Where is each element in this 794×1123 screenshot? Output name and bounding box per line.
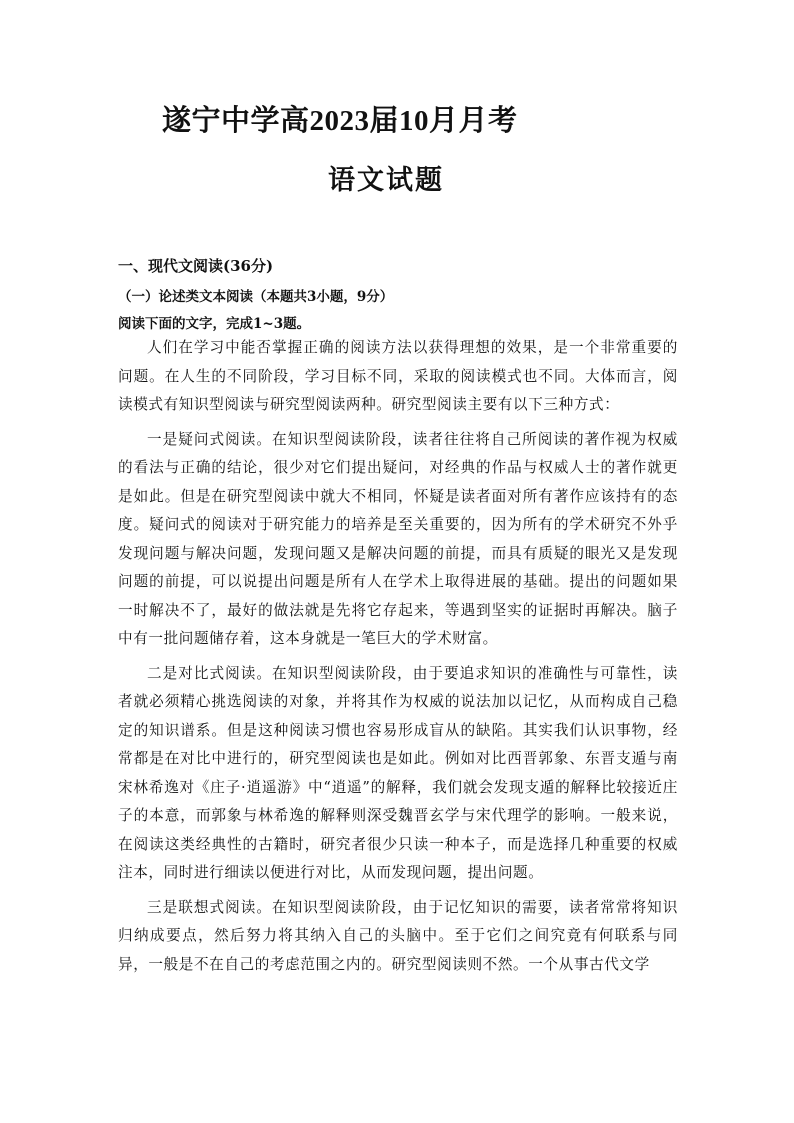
section-heading: 一、现代文阅读(36分): [118, 257, 274, 275]
paragraph-associative-reading: 三是联想式阅读。在知识型阅读阶段，由于记忆知识的需要，读者常常将知识归纳成要点，然后努力将其纳入自己的头脑中。至于它们之间究竟有何联系与同异，一般是不在自己的考虑范围之内的。研究型阅读则不然。一个从事古代文学: [118, 898, 678, 973]
sub-heading: （一）论述类文本阅读（本题共3小题，9分）: [118, 289, 394, 305]
reading-instruction: 阅读下面的文字，完成1~3题。: [118, 316, 311, 332]
exam-title: 遂宁中学高2023届10月月考: [162, 105, 518, 137]
paragraph-comparative-reading: 二是对比式阅读。在知识型阅读阶段，由于要追求知识的准确性与可靠性，读者就必须精心挑选阅读的对象，并将其作为权威的说法加以记忆，从而构成自己稳定的知识谱系。但是这种阅读习惯也容易形成盲从的缺陷。其实我们认识事物，经常都是在对比中进行的，研究型阅读也是如此。例如对比西晋郭象、东晋支遁与南宋林希逸对《庄子·逍遥游》中“逍遥”的解释，我们就会发现支遁的解释比较接近庄子的本意，而郭象与林希逸的解释则深受魏晋玄学与宋代理学的影响。一般来说，在阅读这类经典性的古籍时，研究者很少只读一种本子，而是选择几种重要的权威注本，同时进行细读以便进行对比，从而发现问题，提出问题。: [118, 664, 678, 881]
reading-passage: [118, 334, 678, 985]
paragraph-intro: 人们在学习中能否掌握正确的阅读方法以获得理想的效果，是一个非常重要的问题。在人生的不同阶段，学习目标不同，采取的阅读模式也不同。大体而言，阅读模式有知识型阅读与研究型阅读两种。研究型阅读主要有以下三种方式：: [118, 339, 678, 413]
paragraph-questioning-reading: 一是疑问式阅读。在知识型阅读阶段，读者往往将自己所阅读的著作视为权威的看法与正确的结论，很少对它们提出疑问，对经典的作品与权威人士的著作就更是如此。但是在研究型阅读中就大不相同，怀疑是读者面对所有著作应该持有的态度。疑问式的阅读对于研究能力的培养是至关重要的，因为所有的学术研究不外乎发现问题与解决问题，发现问题又是解决问题的前提，而具有质疑的眼光又是发现问题的前提，可以说提出问题是所有人在学术上取得进展的基础。提出的问题如果一时解决不了，最好的做法就是先将它存起来，等遇到坚实的证据时再解决。脑子中有一批问题储存着，这本身就是一笔巨大的学术财富。: [118, 430, 678, 647]
exam-subtitle: 语文试题: [328, 165, 444, 195]
